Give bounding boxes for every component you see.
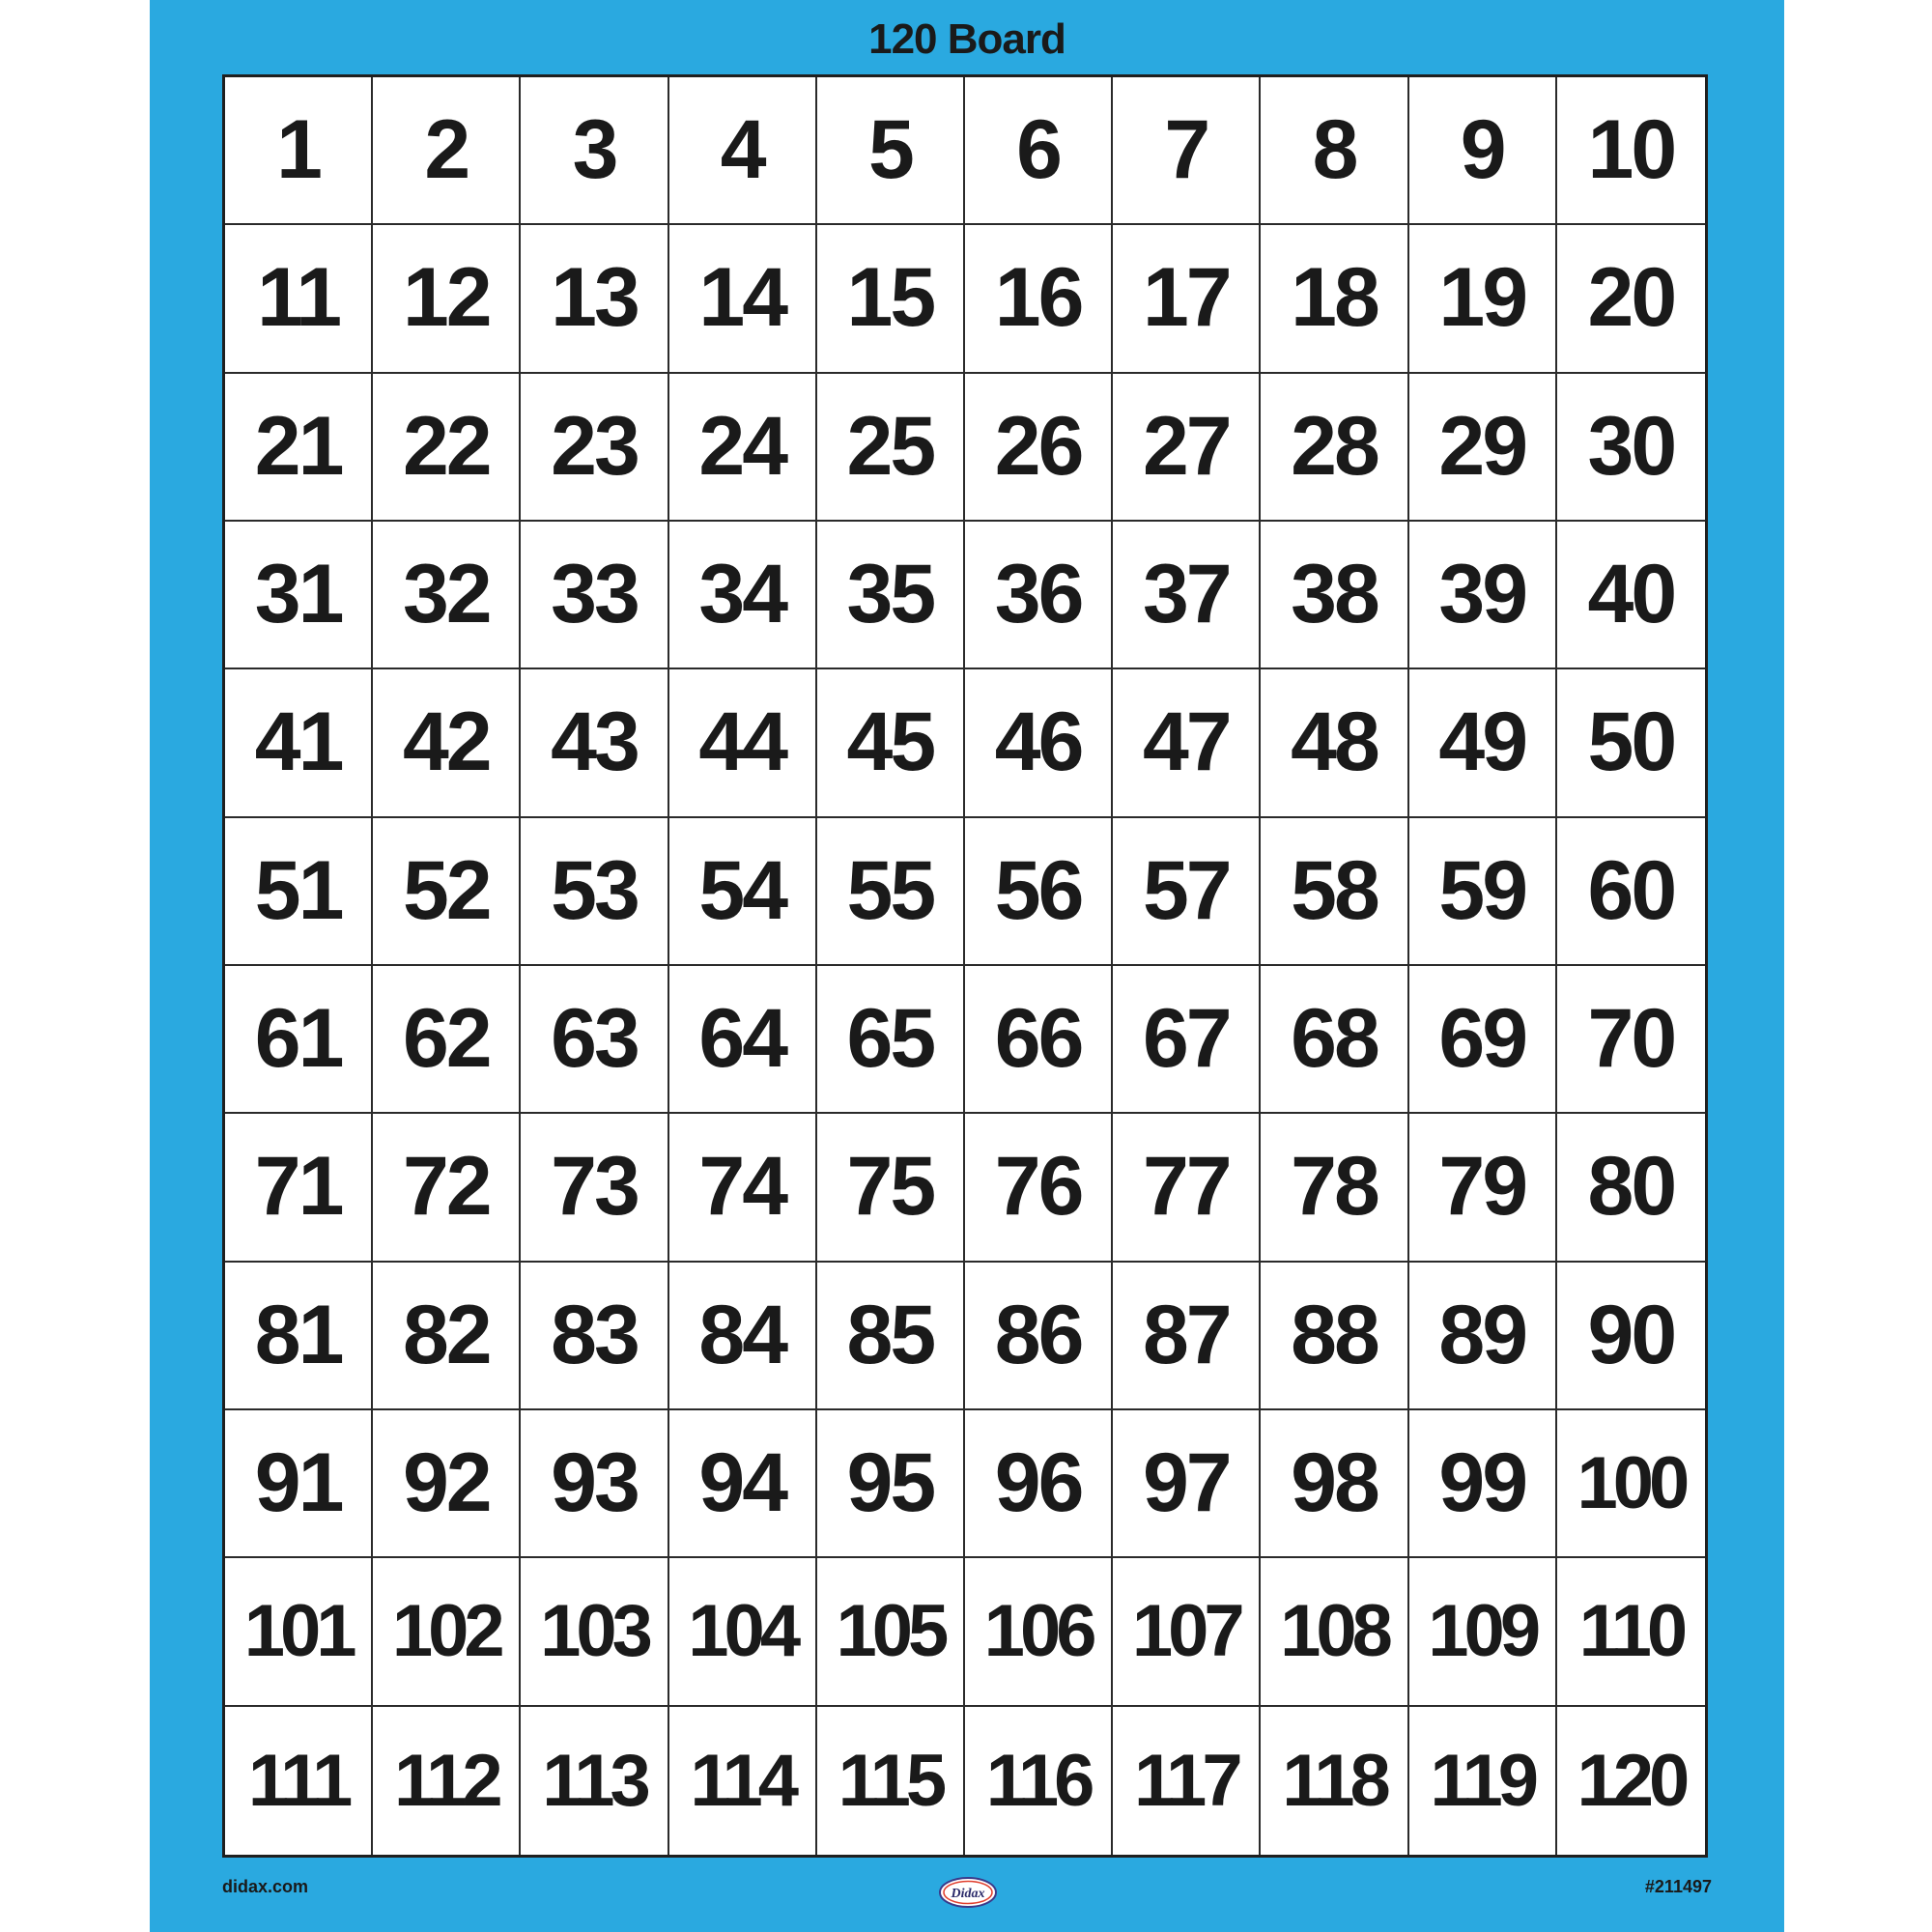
number-cell: 93	[521, 1410, 668, 1558]
number-cell: 69	[1409, 966, 1557, 1114]
number-cell: 65	[817, 966, 965, 1114]
number-cell: 57	[1113, 818, 1261, 966]
number-cell: 40	[1557, 522, 1705, 669]
number-cell: 21	[225, 374, 373, 522]
number-cell: 46	[965, 669, 1113, 817]
number-cell: 63	[521, 966, 668, 1114]
number-cell: 17	[1113, 225, 1261, 373]
number-cell: 107	[1113, 1558, 1261, 1706]
number-cell: 29	[1409, 374, 1557, 522]
logo-text: Didax	[951, 1887, 985, 1901]
number-cell: 62	[373, 966, 521, 1114]
number-cell: 85	[817, 1263, 965, 1410]
number-cell: 104	[669, 1558, 817, 1706]
product-code: #211497	[1644, 1877, 1712, 1896]
number-cell: 28	[1261, 374, 1408, 522]
number-cell: 2	[373, 77, 521, 225]
number-cell: 36	[965, 522, 1113, 669]
number-cell: 79	[1409, 1114, 1557, 1262]
number-cell: 99	[1409, 1410, 1557, 1558]
website-label: didax.com	[222, 1877, 309, 1896]
number-cell: 7	[1113, 77, 1261, 225]
number-cell: 37	[1113, 522, 1261, 669]
number-cell: 56	[965, 818, 1113, 966]
number-cell: 20	[1557, 225, 1705, 373]
number-cell: 52	[373, 818, 521, 966]
number-cell: 111	[225, 1707, 373, 1855]
number-cell: 10	[1557, 77, 1705, 225]
number-cell: 105	[817, 1558, 965, 1706]
number-cell: 68	[1261, 966, 1408, 1114]
number-cell: 78	[1261, 1114, 1408, 1262]
number-cell: 84	[669, 1263, 817, 1410]
number-cell: 108	[1261, 1558, 1408, 1706]
number-cell: 91	[225, 1410, 373, 1558]
number-cell: 75	[817, 1114, 965, 1262]
number-cell: 18	[1261, 225, 1408, 373]
number-cell: 19	[1409, 225, 1557, 373]
number-cell: 116	[965, 1707, 1113, 1855]
number-cell: 3	[521, 77, 668, 225]
number-cell: 115	[817, 1707, 965, 1855]
poster-background	[150, 0, 1784, 1932]
number-cell: 50	[1557, 669, 1705, 817]
number-cell: 23	[521, 374, 668, 522]
page-title: 120 Board	[868, 15, 1065, 63]
number-cell: 22	[373, 374, 521, 522]
number-cell: 112	[373, 1707, 521, 1855]
number-cell: 117	[1113, 1707, 1261, 1855]
number-cell: 43	[521, 669, 668, 817]
number-cell: 14	[669, 225, 817, 373]
number-cell: 87	[1113, 1263, 1261, 1410]
number-cell: 66	[965, 966, 1113, 1114]
number-cell: 74	[669, 1114, 817, 1262]
number-grid	[222, 74, 1708, 1858]
number-cell: 103	[521, 1558, 668, 1706]
number-cell: 51	[225, 818, 373, 966]
number-cell: 110	[1557, 1558, 1705, 1706]
number-cell: 35	[817, 522, 965, 669]
number-cell: 41	[225, 669, 373, 817]
number-cell: 42	[373, 669, 521, 817]
number-cell: 76	[965, 1114, 1113, 1262]
number-cell: 97	[1113, 1410, 1261, 1558]
number-cell: 80	[1557, 1114, 1705, 1262]
number-cell: 11	[225, 225, 373, 373]
number-cell: 118	[1261, 1707, 1408, 1855]
number-cell: 95	[817, 1410, 965, 1558]
number-cell: 9	[1409, 77, 1557, 225]
number-cell: 25	[817, 374, 965, 522]
number-cell: 34	[669, 522, 817, 669]
number-cell: 54	[669, 818, 817, 966]
number-cell: 114	[669, 1707, 817, 1855]
number-cell: 71	[225, 1114, 373, 1262]
number-cell: 60	[1557, 818, 1705, 966]
number-cell: 33	[521, 522, 668, 669]
number-cell: 86	[965, 1263, 1113, 1410]
number-cell: 47	[1113, 669, 1261, 817]
number-cell: 81	[225, 1263, 373, 1410]
didax-logo-icon	[938, 1875, 998, 1910]
number-cell: 61	[225, 966, 373, 1114]
number-cell: 120	[1577, 1739, 1686, 1822]
number-cell: 113	[521, 1707, 668, 1855]
number-cell: 73	[521, 1114, 668, 1262]
number-cell: 92	[373, 1410, 521, 1558]
number-cell: 89	[1409, 1263, 1557, 1410]
number-cell: 24	[669, 374, 817, 522]
number-cell: 1	[225, 77, 373, 225]
number-cell: 64	[669, 966, 817, 1114]
number-cell: 98	[1261, 1410, 1408, 1558]
number-cell: 31	[225, 522, 373, 669]
number-cell: 77	[1113, 1114, 1261, 1262]
number-cell: 53	[521, 818, 668, 966]
number-cell: 26	[965, 374, 1113, 522]
number-cell: 5	[817, 77, 965, 225]
number-cell: 109	[1409, 1558, 1557, 1706]
number-cell: 55	[817, 818, 965, 966]
number-cell: 100	[1557, 1410, 1705, 1558]
number-cell: 102	[373, 1558, 521, 1706]
number-cell: 72	[373, 1114, 521, 1262]
number-cell: 48	[1261, 669, 1408, 817]
number-cell: 15	[817, 225, 965, 373]
number-cell: 49	[1409, 669, 1557, 817]
number-cell: 119	[1409, 1707, 1557, 1855]
number-cell: 90	[1557, 1263, 1705, 1410]
number-cell: 82	[373, 1263, 521, 1410]
number-cell: 88	[1261, 1263, 1408, 1410]
number-cell: 27	[1113, 374, 1261, 522]
number-cell: 8	[1261, 77, 1408, 225]
number-cell: 101	[225, 1558, 373, 1706]
number-cell: 67	[1113, 966, 1261, 1114]
number-cell: 13	[521, 225, 668, 373]
number-cell: 16	[965, 225, 1113, 373]
number-cell: 106	[965, 1558, 1113, 1706]
number-cell: 70	[1557, 966, 1705, 1114]
number-cell: 38	[1261, 522, 1408, 669]
number-cell: 58	[1261, 818, 1408, 966]
number-cell: 30	[1557, 374, 1705, 522]
number-cell: 45	[817, 669, 965, 817]
number-cell: 6	[965, 77, 1113, 225]
number-cell: 39	[1409, 522, 1557, 669]
number-cell: 83	[521, 1263, 668, 1410]
number-cell: 94	[669, 1410, 817, 1558]
number-cell: 32	[373, 522, 521, 669]
number-cell: 96	[965, 1410, 1113, 1558]
number-cell: 59	[1409, 818, 1557, 966]
number-cell: 44	[669, 669, 817, 817]
number-cell: 4	[669, 77, 817, 225]
number-cell: 12	[373, 225, 521, 373]
